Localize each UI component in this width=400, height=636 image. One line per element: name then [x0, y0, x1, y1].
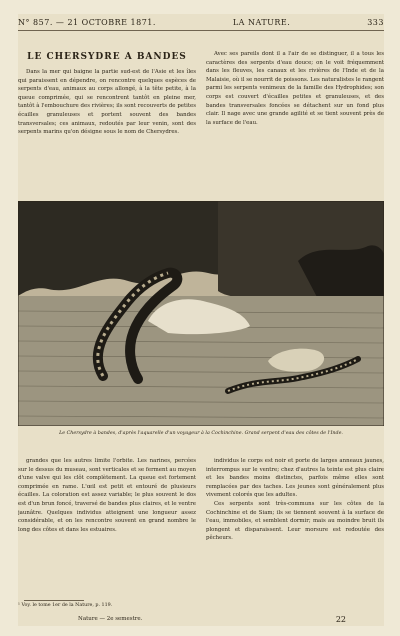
page	[18, 14, 384, 626]
paragraph: individus le corps est noir et porte de larges anneaux jaunes, interrompus sur le ventre; chez d'autres la teinte est plus claire et les bandes moins distinctes, parfois même elles sont remplacées par des taches. Les jeunes sont généralement plus vivement colorés que les adultes.	[206, 458, 384, 499]
engraving	[18, 201, 384, 426]
column-top-left	[18, 68, 196, 188]
paragraph: Ces serpents sont très-communs sur les côtes de la Cochinchine et de Siam; ils se tiennent souvent à la surface de l'eau, immobiles, et semblent dormir; mais au moindre bruit ils plongent et disparaissent. Leur morsure est redoutée des pêcheurs.	[206, 500, 384, 542]
paragraph: grandes que les autres limite l'orbite. Les narines, percées sur le dessus du museau, sont verticales et se ferment au moyen d'une valve qui les clôt complètement. La queue est fortement comprimée en rame. L'œil est petit et entouré de plusieurs écailles. La coloration est assez variable; le plus souvent le dos est d'un brun foncé, traversé de bandes plus claires, et le ventre jaunâtre. Quelques individus atteignent une longueur assez considérable, et on les rencontre souvent en grand nombre le long des côtes et dans les estuaires.	[18, 458, 196, 533]
signature-mark: 22	[335, 614, 346, 624]
paragraph: Dans la mer qui baigne la partie sud-est de l'Asie et les îles qui paraissent en dépendre, on rencontre quelques espèces de serpents d'eau, animaux au corps allongé, à la tête petite, à la queue comprimée, qui se rencontrent tantôt en pleine mer, tantôt à l'embouchure des rivières; ils sont recouverts de petites écailles granuleuses et portent souvent des bandes transversales; ces animaux, redoutés par leur venin, sont des serpents marins qu'on désigne sous le nom de Chersydres.	[18, 69, 196, 136]
page-footer	[18, 614, 384, 624]
paragraph: Avec ses pareils dont il a l'air de se distinguer, il a tous les caractères des serpents d'eau douce; on le voit fréquemment dans les fleuves, les canaux et les rivières de l'Inde et de la Malaisie, où il se nourrit de poissons. Les naturalistes le rangent parmi les serpents venimeux de la famille des Hydrophides; son corps est couvert d'écailles petites et granuleuses, et des bandes transversales foncées se détachent sur un fond plus clair. Il nage avec une grande agilité et se tient souvent près de la surface de l'eau.	[206, 51, 384, 126]
column-bottom-left	[18, 457, 196, 597]
footer-volume: Nature — 2e semestre.	[78, 616, 143, 622]
magazine-name: LA NATURE.	[232, 17, 291, 27]
running-header	[18, 14, 384, 31]
article-title: LE CHERSYDRE A BANDES	[27, 52, 187, 62]
column-bottom-right	[206, 457, 384, 617]
footnote-divider	[24, 600, 84, 601]
column-top-right	[206, 50, 384, 190]
footnote: ¹ Voy. le tome 1er de la Nature, p. 119.	[18, 603, 113, 608]
issue-info: N° 857. — 21 OCTOBRE 1871.	[18, 17, 156, 27]
figure-caption: Le Chersydre à bandes, d'après l'aquarelle d'un voyageur à la Cochinchine. Grand serpent d'eau des côtes de l'Inde.	[59, 431, 343, 436]
illustration-sea-snake	[18, 201, 384, 426]
page-number: 333	[367, 17, 384, 27]
